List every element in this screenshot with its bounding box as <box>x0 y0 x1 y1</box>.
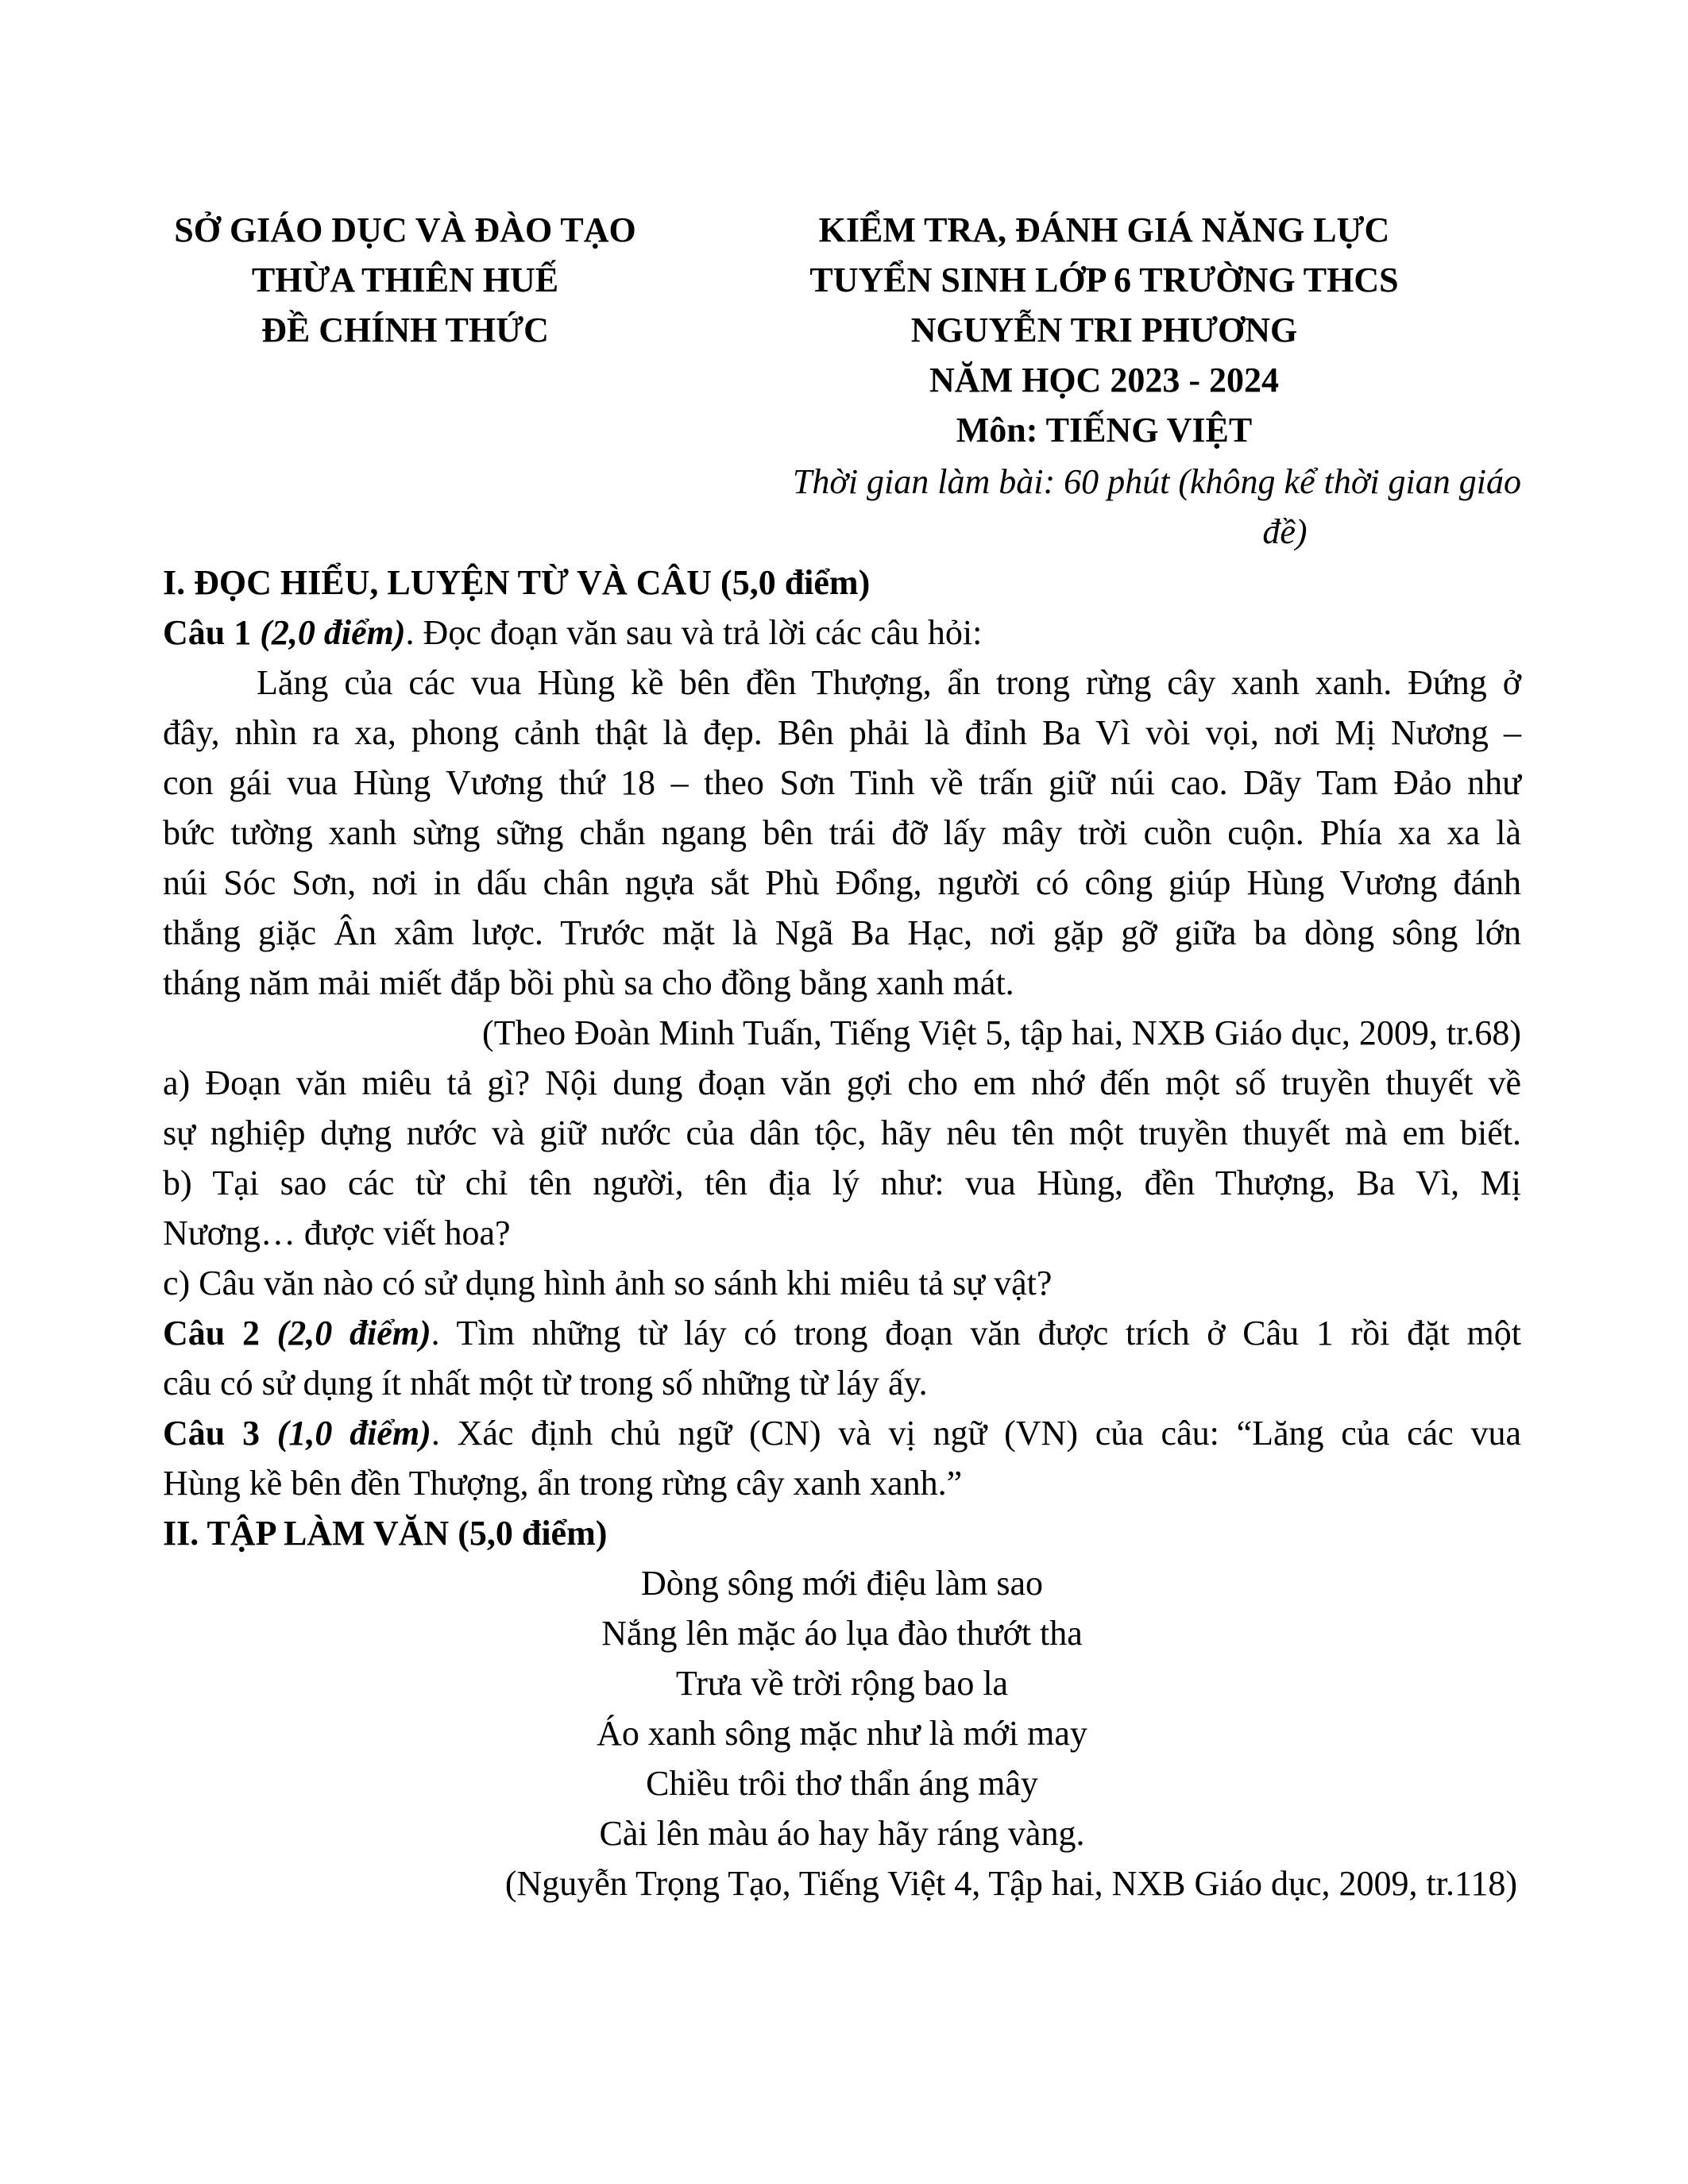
header-right <box>751 205 1458 455</box>
question1-text: . Đọc đoạn văn sau và trả lời các câu hỏi: <box>405 613 983 652</box>
reading-passage <box>163 658 1521 1058</box>
question3-label: Câu 3 <box>163 1414 261 1453</box>
question1b-line: Nương… được viết hoa? <box>163 1214 511 1252</box>
question2-line2: câu có sử dụng ít nhất một từ trong số những từ láy ấy. <box>163 1364 928 1403</box>
poem-line: Nắng lên mặc áo lụa đào thướt tha <box>601 1614 1083 1653</box>
passage-line: Lăng của các vua Hùng kề bên đền Thượng, ẩn trong rừng cây xanh xanh. Đứng ở <box>257 663 1521 702</box>
question2-points: (2,0 điểm) <box>276 1314 431 1352</box>
section1-title: I. ĐỌC HIỂU, LUYỆN TỪ VÀ CÂU (5,0 điểm) <box>163 563 871 602</box>
poem-line: Áo xanh sông mặc như là mới may <box>597 1714 1087 1753</box>
passage-source: (Theo Đoàn Minh Tuấn, Tiếng Việt 5, tập hai, NXB Giáo dục, 2009, tr.68) <box>482 1013 1521 1052</box>
question2-line1 <box>163 1308 1521 1358</box>
time-allowed-line2: đề) <box>1262 512 1308 551</box>
question1-label: Câu 1 <box>163 613 252 652</box>
question1a-line: sự nghiệp dựng nước và giữ nước của dân tộc, hãy nêu tên một truyền thuyết mà em biết. <box>163 1113 1521 1152</box>
question1b-line: b) Tại sao các từ chỉ tên người, tên địa lý như: vua Hùng, đền Thượng, Ba Vì, Mị <box>163 1163 1521 1202</box>
passage-line: núi Sóc Sơn, nơi in dấu chân ngựa sắt Phù Đổng, người có công giúp Hùng Vương đánh <box>163 863 1521 902</box>
exam-title: KIỂM TRA, ĐÁNH GIÁ NĂNG LỰC <box>818 210 1390 249</box>
province-name: THỪA THIÊN HUẾ <box>251 260 559 299</box>
subject-name: Môn: TIẾNG VIỆT <box>956 411 1253 450</box>
question3-line1 <box>163 1408 1521 1458</box>
passage-line: con gái vua Hùng Vương thứ 18 – theo Sơn Tinh về trấn giữ núi cao. Dãy Tam Đảo như <box>163 763 1521 802</box>
question3-line2: Hùng kề bên đền Thượng, ẩn trong rừng cây xanh xanh.” <box>163 1464 963 1503</box>
question3-points: (1,0 điểm) <box>276 1414 431 1453</box>
school-year: NĂM HỌC 2023 - 2024 <box>929 361 1279 399</box>
exam-subtitle: TUYỂN SINH LỚP 6 TRƯỜNG THCS <box>809 260 1399 299</box>
time-allowed-line1: Thời gian làm bài: 60 phút (không kể thời gian giáo <box>792 462 1521 501</box>
poem-line: Dòng sông mới điệu làm sao <box>641 1564 1043 1603</box>
official-exam-label: ĐỀ CHÍNH THỨC <box>261 311 549 349</box>
department-name: SỞ GIÁO DỤC VÀ ĐÀO TẠO <box>174 210 636 249</box>
poem-line: Chiều trôi thơ thẩn áng mây <box>646 1764 1038 1803</box>
question3 <box>163 1408 1521 1508</box>
question1-prompt <box>163 608 1521 658</box>
school-name: NGUYỄN TRI PHƯƠNG <box>910 311 1298 349</box>
question1a-line: a) Đoạn văn miêu tả gì? Nội dung đoạn văn gợi cho em nhớ đến một số truyền thuyết về <box>163 1063 1521 1102</box>
poem <box>445 1558 1239 1858</box>
passage-line: thắng giặc Ân xâm lược. Trước mặt là Ngã Ba Hạc, nơi gặp gỡ giữa ba dòng sông lớn <box>163 913 1521 952</box>
question1c: c) Câu văn nào có sử dụng hình ảnh so sánh khi miêu tả sự vật? <box>163 1264 1053 1302</box>
header-left <box>135 205 675 355</box>
question3-text: . Xác định chủ ngữ (CN) và vị ngữ (VN) của câu: “Lăng của các vua <box>431 1414 1521 1453</box>
poem-source: (Nguyễn Trọng Tạo, Tiếng Việt 4, Tập hai, NXB Giáo dục, 2009, tr.118) <box>504 1864 1517 1903</box>
passage-line: tháng năm mải miết đắp bồi phù sa cho đồng bằng xanh mát. <box>163 963 1014 1002</box>
question2-label: Câu 2 <box>163 1314 260 1352</box>
question2-text: . Tìm những từ láy có trong đoạn văn được trích ở Câu 1 rồi đặt một <box>431 1314 1521 1352</box>
question1-points: (2,0 điểm) <box>260 613 406 652</box>
poem-line: Trưa về trời rộng bao la <box>675 1664 1009 1703</box>
poem-line: Cài lên màu áo hay hãy ráng vàng. <box>599 1814 1085 1853</box>
section2-title: II. TẬP LÀM VĂN (5,0 điểm) <box>163 1514 608 1553</box>
passage-line: đây, nhìn ra xa, phong cảnh thật là đẹp. Bên phải là đỉnh Ba Vì vòi vọi, nơi Mị Nương – <box>163 713 1521 752</box>
passage-line: bức tường xanh sừng sững chắn ngang bên trái đỡ lấy mây trời cuồn cuộn. Phía xa xa là <box>163 813 1521 852</box>
time-allowed <box>699 457 1521 557</box>
question1-parts <box>163 1058 1521 1308</box>
question2 <box>163 1308 1521 1408</box>
